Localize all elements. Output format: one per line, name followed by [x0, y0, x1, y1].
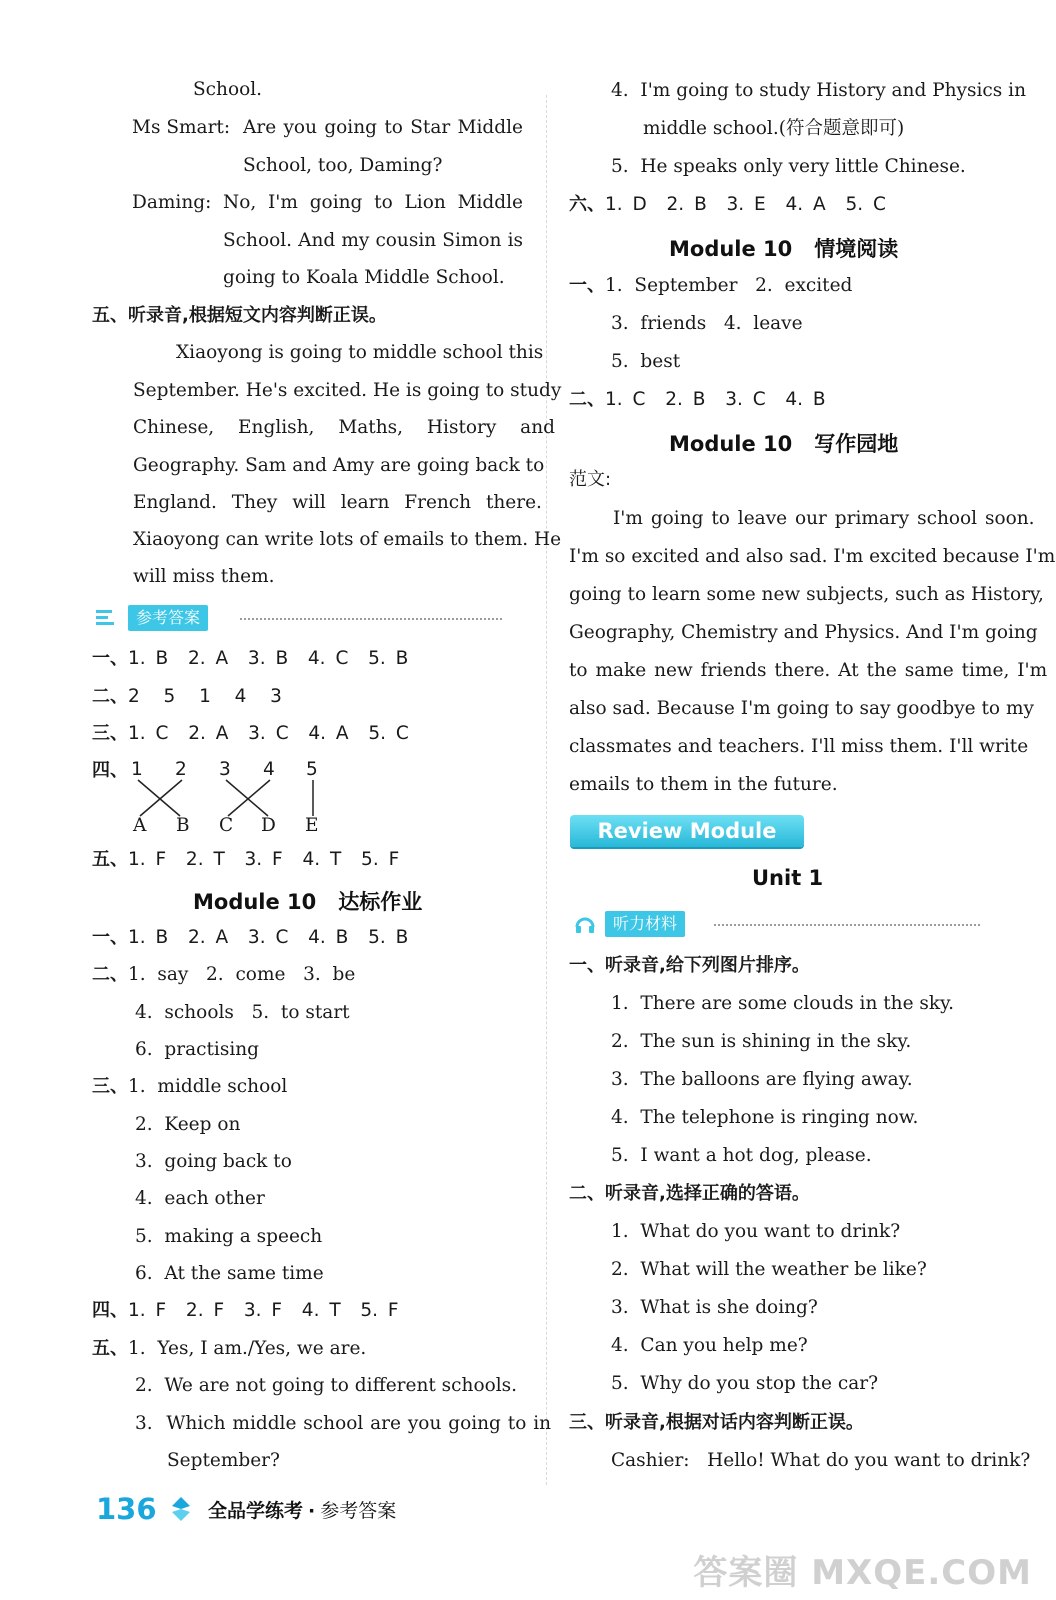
sample-label: 范文: [569, 469, 612, 490]
hw-row: 二、1. say 2. come 3. be [92, 964, 356, 985]
passage-line: September. He's excited. He is going to study [133, 380, 562, 401]
passage-line: Xiaoyong is going to middle school this [176, 342, 544, 363]
section-heading: 三、听录音,根据对话内容判断正误。 [569, 1412, 864, 1433]
answer-icon [94, 606, 118, 628]
hw-row: 5. making a speech [135, 1226, 323, 1247]
hw-row: 2. Keep on [135, 1114, 241, 1135]
listening-item: 1. There are some clouds in the sky. [611, 993, 955, 1014]
hw-row: 2. We are not going to different schools. [135, 1375, 518, 1396]
listening-tag: 听力材料 [605, 911, 685, 937]
essay-line: emails to them in the future. [569, 774, 838, 795]
match-bottom-e: E [305, 815, 319, 836]
dialog-line-ms-1: Are you going to Star Middle [243, 117, 523, 138]
match-top-5: 5 [306, 759, 318, 780]
dialog-line: Cashier: Hello! What do you want to drink? [611, 1450, 1031, 1471]
dotted-rule [714, 924, 980, 926]
essay-line: I'm going to leave our primary school soon. [613, 508, 1035, 529]
review-module-banner: Review Module [570, 815, 804, 847]
match-lines [120, 776, 330, 820]
headphones-icon [574, 914, 596, 934]
read-answer-row: 二、1. C 2. B 3. C 4. B [569, 389, 826, 410]
speaker-daming: Daming: [132, 192, 212, 213]
hw-row: 一、1. B 2. A 3. C 4. B 5. B [92, 927, 409, 948]
footer-title: 全品学练考 · 参考答案 [208, 1500, 397, 1522]
passage-line: England. They will learn French there. [133, 492, 542, 513]
hw-row: 五、1. Yes, I am./Yes, we are. [92, 1338, 367, 1359]
hw-row: 四、1. F 2. F 3. F 4. T 5. F [92, 1300, 399, 1321]
listening-item: 5. Why do you stop the car? [611, 1373, 879, 1394]
hw-row: 4. schools 5. to start [135, 1002, 350, 1023]
passage-line: will miss them. [133, 566, 275, 587]
listening-item: 2. The sun is shining in the sky. [611, 1031, 912, 1052]
hw-row: September? [167, 1450, 280, 1471]
match-top-3: 3 [219, 759, 231, 780]
dialog-line: School. [193, 79, 263, 100]
answer-row: 二、2 5 1 4 3 [92, 686, 282, 707]
dotted-rule [240, 618, 502, 620]
read-answer-row: 一、1. September 2. excited [569, 275, 853, 296]
unit-title: Unit 1 [752, 866, 824, 890]
listening-item: 1. What do you want to drink? [611, 1221, 901, 1242]
essay-line: also sad. Because I'm going to say goodbye to my [569, 698, 1034, 719]
passage-line: Geography. Sam and Amy are going back to [133, 455, 545, 476]
column-divider [546, 95, 547, 1485]
answer-row: 六、1. D 2. B 3. E 4. A 5. C [569, 194, 886, 215]
passage-line: Xiaoyong can write lots of emails to them. He [133, 529, 562, 550]
watermark: 答案圈 MXQE.COM [693, 1553, 1032, 1593]
match-bottom-d: D [261, 815, 276, 836]
match-bottom-b: B [176, 815, 190, 836]
section-heading: 一、听录音,给下列图片排序。 [569, 955, 810, 976]
essay-line: to make new friends there. At the same time, I'm [569, 660, 1048, 681]
hw-row: 4. each other [135, 1188, 265, 1209]
listening-item: 3. The balloons are flying away. [611, 1069, 913, 1090]
section-heading: 五、听录音,根据短文内容判断正误。 [92, 305, 387, 326]
dialog-line-daming-3: going to Koala Middle School. [223, 267, 505, 288]
module-heading: Module 10 情境阅读 [669, 237, 899, 261]
hw-row: 三、1. middle school [92, 1076, 288, 1097]
module-heading: Module 10 达标作业 [193, 890, 423, 914]
essay-line: going to learn some new subjects, such as History, [569, 584, 1044, 605]
hw-row: 3. Which middle school are you going to in [135, 1413, 552, 1434]
listening-item: 3. What is she doing? [611, 1297, 818, 1318]
answer-line: 4. I'm going to study History and Physics in [611, 80, 1026, 101]
answer-row: 一、1. B 2. A 3. B 4. C 5. B [92, 648, 409, 669]
read-answer-row: 3. friends 4. leave [611, 313, 803, 334]
logo-icon [170, 1496, 192, 1522]
listening-item: 2. What will the weather be like? [611, 1259, 927, 1280]
passage-line: Chinese, English, Maths, History and [133, 417, 555, 438]
match-number: 四、 [92, 760, 128, 781]
answer-tag: 参考答案 [128, 605, 208, 631]
read-answer-row: 5. best [611, 351, 681, 372]
hw-row: 3. going back to [135, 1151, 292, 1172]
module-heading: Module 10 写作园地 [669, 432, 899, 456]
dialog-line-daming-2: School. And my cousin Simon is [223, 230, 523, 251]
listening-item: 4. Can you help me? [611, 1335, 808, 1356]
hw-row: 6. practising [135, 1039, 260, 1060]
essay-line: Geography, Chemistry and Physics. And I'm going [569, 622, 1038, 643]
essay-line: I'm so excited and also sad. I'm excited because I'm [569, 546, 1056, 567]
hw-row: 6. At the same time [135, 1263, 324, 1284]
match-bottom-c: C [219, 815, 234, 836]
essay-line: classmates and teachers. I'll miss them. I'll write [569, 736, 1029, 757]
match-top-2: 2 [175, 759, 187, 780]
answer-line: 5. He speaks only very little Chinese. [611, 156, 966, 177]
answer-row: 三、1. C 2. A 3. C 4. A 5. C [92, 723, 409, 744]
match-bottom-a: A [133, 815, 147, 836]
section-heading: 二、听录音,选择正确的答语。 [569, 1183, 810, 1204]
dialog-line-ms-2: School, too, Daming? [243, 155, 443, 176]
listening-item: 4. The telephone is ringing now. [611, 1107, 919, 1128]
answer-line: middle school.(符合题意即可) [643, 118, 905, 139]
match-top-1: 1 [131, 759, 143, 780]
dialog-line-daming-1: No, I'm going to Lion Middle [223, 192, 523, 213]
speaker-ms-smart: Ms Smart: [132, 117, 231, 138]
match-top-4: 4 [263, 759, 275, 780]
answer-row: 五、1. F 2. T 3. F 4. T 5. F [92, 849, 400, 870]
listening-item: 5. I want a hot dog, please. [611, 1145, 872, 1166]
page-number: 136 [96, 1492, 157, 1526]
